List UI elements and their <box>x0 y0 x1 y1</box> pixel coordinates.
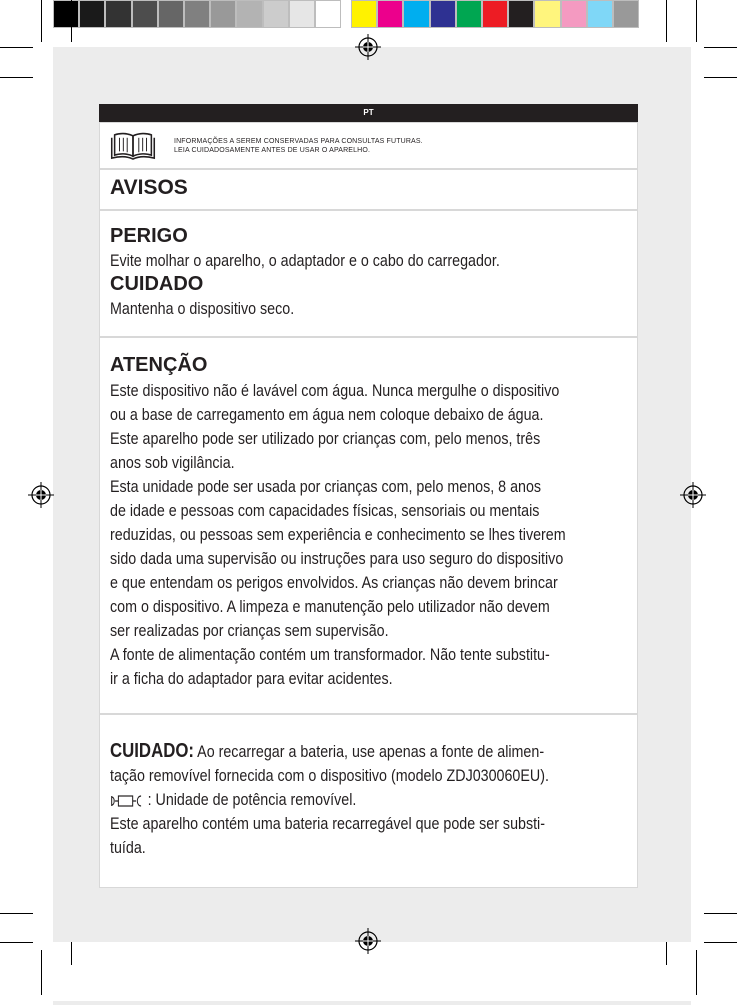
perigo-text: Evite molhar o aparelho, o adaptador e o cabo do carregador. <box>110 251 500 270</box>
color-swatch <box>377 0 403 28</box>
crop-mark <box>666 0 667 42</box>
color-swatch <box>403 0 429 28</box>
color-swatch <box>587 0 613 28</box>
atencao-line: Este aparelho pode ser utilizado por crianças com, pelo menos, três <box>110 429 541 448</box>
color-swatch <box>184 0 210 28</box>
cuidado-charging-line: Este aparelho contém uma bateria recarregável que pode ser substi- <box>110 814 546 833</box>
cuidado-charging-heading: CUIDADO: <box>110 740 194 762</box>
atencao-line: ou a base de carregamento em água nem coloque debaixo de água. <box>110 405 544 424</box>
atencao-line: com o dispositivo. A limpeza e manutenção pelo utilizador não devem <box>110 597 550 616</box>
cuidado-charging-body <box>110 739 549 860</box>
color-swatch <box>482 0 508 28</box>
registration-mark-icon <box>355 34 381 60</box>
atencao-line: sido dada uma supervisão ou instruções para uso seguro do dispositivo <box>110 549 564 568</box>
page-title: AVISOS <box>110 176 188 199</box>
color-swatch <box>508 0 534 28</box>
crop-mark <box>696 950 697 995</box>
atencao-line: de idade e pessoas com capacidades físicas, sensoriais ou mentais <box>110 501 540 520</box>
atencao-line: ir a ficha do adaptador para evitar acidentes. <box>110 669 393 688</box>
crop-mark <box>704 913 737 914</box>
atencao-body <box>110 379 566 691</box>
atencao-line: A fonte de alimentação contém um transformador. Não tente substitu- <box>110 645 550 664</box>
atencao-section <box>99 337 638 714</box>
atencao-heading: ATENÇÃO <box>110 354 208 376</box>
color-swatch <box>351 0 377 28</box>
color-swatch <box>534 0 560 28</box>
crop-mark <box>71 0 72 42</box>
crop-mark <box>0 77 33 78</box>
avisos-section <box>99 169 638 210</box>
atencao-line: reduzidas, ou pessoas sem experiência e conhecimento se lhes tiverem <box>110 525 566 544</box>
info-note-text <box>174 137 423 155</box>
cuidado-charging-line: tuída. <box>110 838 146 857</box>
crop-mark <box>704 47 737 48</box>
crop-mark <box>704 77 737 78</box>
cuidado-charging-line: tação removível fornecida com o dispositivo (modelo ZDJ030060EU). <box>110 766 549 785</box>
crop-mark <box>0 942 33 943</box>
color-swatch <box>430 0 456 28</box>
crop-mark <box>696 0 697 42</box>
color-swatch <box>456 0 482 28</box>
color-calibration-bar <box>53 0 639 28</box>
cuidado-heading: CUIDADO <box>110 273 204 295</box>
atencao-line: e que entendam os perigos envolvidos. As crianças não devem brincar <box>110 573 558 592</box>
info-note-line: LEIA CUIDADOSAMENTE ANTES DE USAR O APARELHO. <box>174 147 371 154</box>
color-swatch <box>79 0 105 28</box>
color-swatch <box>613 0 639 28</box>
cuidado-charging-text: Ao recarregar a bateria, use apenas a fonte de alimen- <box>194 742 545 761</box>
atencao-line: ser realizadas por crianças sem supervisão. <box>110 621 389 640</box>
color-swatch <box>158 0 184 28</box>
registration-mark-icon <box>355 928 381 954</box>
psu-label: : Unidade de potência removível. <box>143 790 357 809</box>
registration-mark-icon <box>28 482 54 508</box>
atencao-line: Este dispositivo não é lavável com água. Nunca mergulhe o dispositivo <box>110 381 560 400</box>
color-swatch <box>561 0 587 28</box>
cuidado-charging-line <box>110 739 549 764</box>
crop-mark <box>41 0 42 42</box>
book-icon <box>110 132 156 161</box>
color-swatch <box>263 0 289 28</box>
cuidado-text: Mantenha o dispositivo seco. <box>110 299 295 318</box>
crop-mark <box>41 950 42 995</box>
crop-mark <box>0 47 33 48</box>
atencao-line: Esta unidade pode ser usada por crianças com, pelo menos, 8 anos <box>110 477 542 496</box>
info-note-line: INFORMAÇÕES A SEREM CONSERVADAS PARA CONSULTAS FUTURAS. <box>174 138 423 145</box>
color-swatch <box>236 0 262 28</box>
perigo-heading: PERIGO <box>110 225 188 247</box>
perigo-section <box>99 210 638 337</box>
info-note <box>99 122 638 169</box>
color-swatch <box>53 0 79 28</box>
cuidado-charging-line <box>110 788 549 812</box>
color-swatch <box>289 0 315 28</box>
atencao-line: anos sob vigilância. <box>110 453 235 472</box>
page-bleed <box>53 1001 691 1005</box>
color-swatch <box>105 0 131 28</box>
language-header: PT <box>99 104 638 122</box>
cuidado-charging-section <box>99 714 638 888</box>
swatch-gap <box>341 0 351 28</box>
power-supply-unit-icon <box>110 794 144 808</box>
color-swatch <box>210 0 236 28</box>
crop-mark <box>704 942 737 943</box>
registration-mark-icon <box>680 482 706 508</box>
color-swatch <box>132 0 158 28</box>
crop-mark <box>0 913 33 914</box>
color-swatch <box>315 0 341 28</box>
